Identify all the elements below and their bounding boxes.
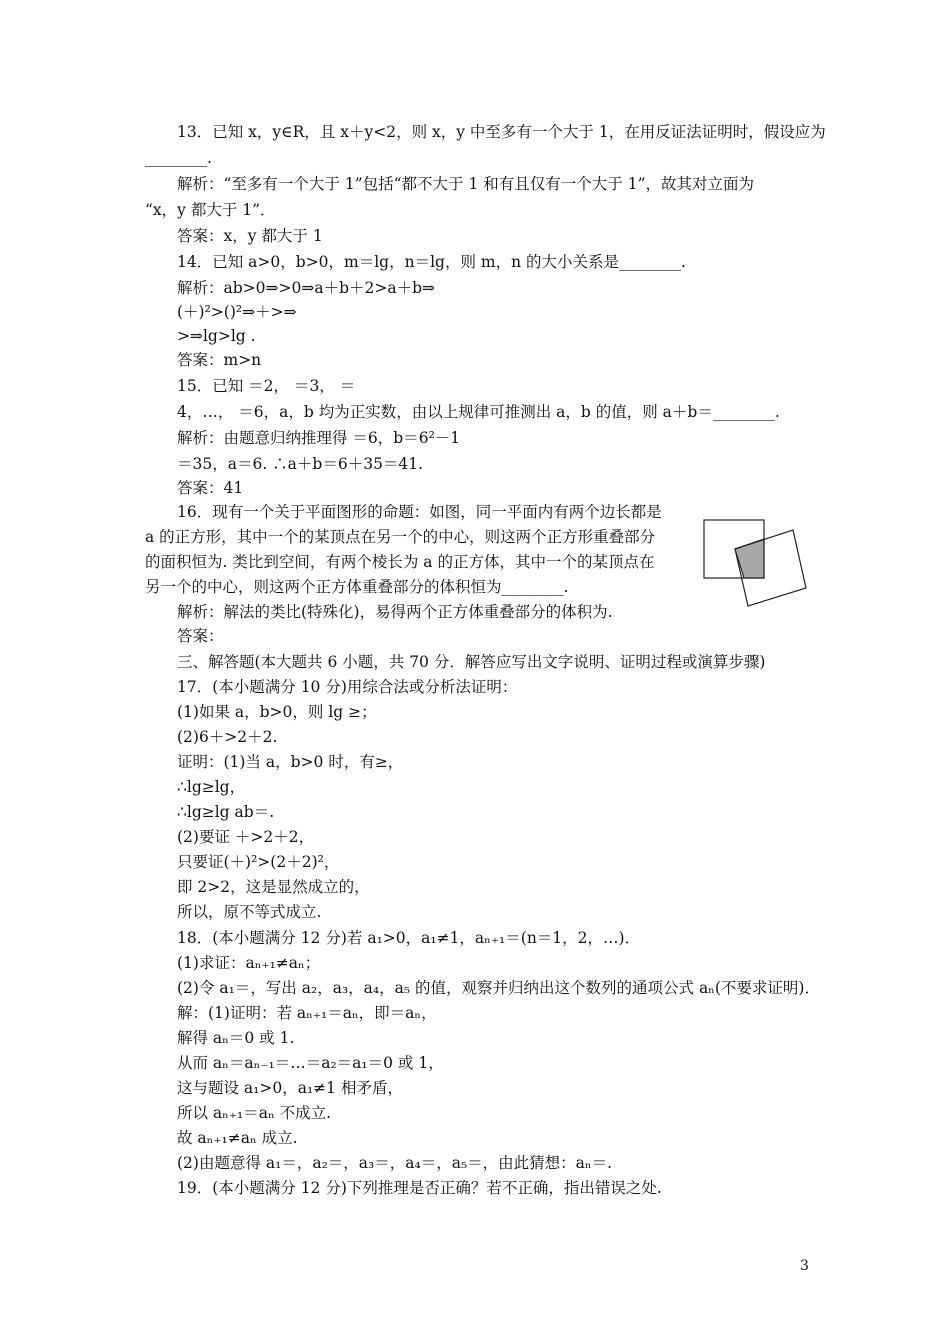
q14-analysis-1: 解析：ab>0⇒>0⇒a＋b＋2>a＋b⇒	[177, 279, 435, 297]
q16-line-2: a 的正方形，其中一个的某顶点在另一个的中心，则这两个正方形重叠部分	[145, 528, 656, 546]
q16-answer: 答案：	[177, 627, 224, 645]
q16-line-3: 的面积恒为. 类比到空间，有两个棱长为 a 的正方体，其中一个的某顶点在	[145, 553, 655, 571]
q14-answer: 答案：m>n	[177, 351, 262, 369]
q18-part-2: (2)令 a₁＝，写出 a₂，a₃，a₄，a₅ 的值，观察并归纳出这个数列的通项公式 aₙ(不要求证明)．	[177, 979, 820, 997]
q17-question: 17．(本小题满分 10 分)用综合法或分析法证明：	[177, 678, 518, 696]
q14-analysis-3: >⇒lg>lg .	[177, 327, 256, 345]
q14-question: 14．已知 a>0，b>0，m＝lg，n＝lg，则 m，n 的大小关系是________.	[177, 253, 686, 271]
q15-line-2: 4，…， ＝6，a，b 均为正实数，由以上规律可推测出 a，b 的值，则 a＋b＝________.	[177, 403, 780, 421]
page-number: 3	[800, 1258, 809, 1274]
q18-question: 18．(本小题满分 12 分)若 a₁>0，a₁≠1，aₙ₊₁＝(n＝1，2，…)．	[177, 929, 641, 947]
q17-proof-4: (2)要证 ＋>2＋2，	[177, 828, 315, 846]
q18-solution-7: (2)由题意得 a₁＝，a₂＝，a₃＝，a₄＝，a₅＝，由此猜想：aₙ＝.	[177, 1154, 613, 1172]
q15-line-1: 15．已知 ＝2， ＝3， ＝	[177, 377, 356, 395]
q17-proof-5: 只要证(＋)²>(2＋2)²，	[177, 853, 340, 871]
q18-solution-2: 解得 aₙ＝0 或 1.	[177, 1029, 295, 1047]
q18-solution-1: 解：(1)证明：若 aₙ₊₁＝aₙ，即＝aₙ，	[177, 1004, 437, 1022]
q17-proof-1: 证明：(1)当 a，b>0 时，有≥，	[177, 753, 404, 771]
q13-analysis: 解析：“至多有一个大于 1”包括“都不大于 1 和有且仅有一个大于 1”，故其对立面为	[177, 175, 754, 193]
q17-proof-6: 即 2>2，这是显然成立的，	[177, 878, 370, 896]
q18-solution-4: 这与题设 a₁>0，a₁≠1 相矛盾，	[177, 1079, 403, 1097]
q18-solution-5: 所以 aₙ₊₁＝aₙ 不成立.	[177, 1104, 332, 1122]
q16-line-4: 另一个的中心，则这两个正方体重叠部分的体积恒为________.	[145, 578, 569, 596]
q18-solution-6: 故 aₙ₊₁≠aₙ 成立.	[177, 1129, 298, 1147]
q13-line-1: 13．已知 x，y∈R，且 x＋y<2，则 x，y 中至多有一个大于 1，在用反证法证明时，假设应为	[177, 123, 826, 141]
q17-part-2: (2)6＋>2＋2.	[177, 728, 278, 746]
q19-question: 19．(本小题满分 12 分)下列推理是否正确？若不正确，指出错误之处.	[177, 1179, 662, 1197]
q18-solution-3: 从而 aₙ＝aₙ₋₁＝…＝a₂＝a₁＝0 或 1，	[177, 1054, 444, 1072]
q18-part-1: (1)求证：aₙ₊₁≠aₙ；	[177, 954, 321, 972]
q13-line-2: ________.	[145, 149, 212, 167]
q17-part-1: (1)如果 a，b>0，则 lg ≥；	[177, 703, 377, 721]
q13-answer: 答案：x，y 都大于 1	[177, 227, 323, 245]
q14-analysis-2: (＋)²>()²⇒＋>⇒	[177, 303, 297, 321]
q16-analysis: 解析：解法的类比(特殊化)，易得两个正方体重叠部分的体积为.	[177, 603, 613, 621]
q15-analysis-1: 解析：由题意归纳推理得 ＝6，b＝6²－1	[177, 429, 461, 447]
q17-proof-2: ∴lg≥lg，	[177, 778, 246, 796]
q17-proof-3: ∴lg≥lg ab＝.	[177, 803, 275, 821]
section-3-heading: 三、解答题(本大题共 6 小题，共 70 分．解答应写出文字说明、证明过程或演算步骤)	[177, 653, 766, 671]
overlapping-squares-figure	[703, 518, 807, 610]
q17-proof-7: 所以，原不等式成立.	[177, 903, 322, 921]
q15-answer: 答案：41	[177, 479, 244, 497]
q13-analysis-cont: “x，y 都大于 1”．	[145, 201, 276, 219]
q15-analysis-2: ＝35，a＝6. ∴a＋b＝6＋35＝41.	[177, 455, 424, 473]
q16-line-1: 16．现有一个关于平面图形的命题：如图，同一平面内有两个边长都是	[177, 503, 662, 521]
